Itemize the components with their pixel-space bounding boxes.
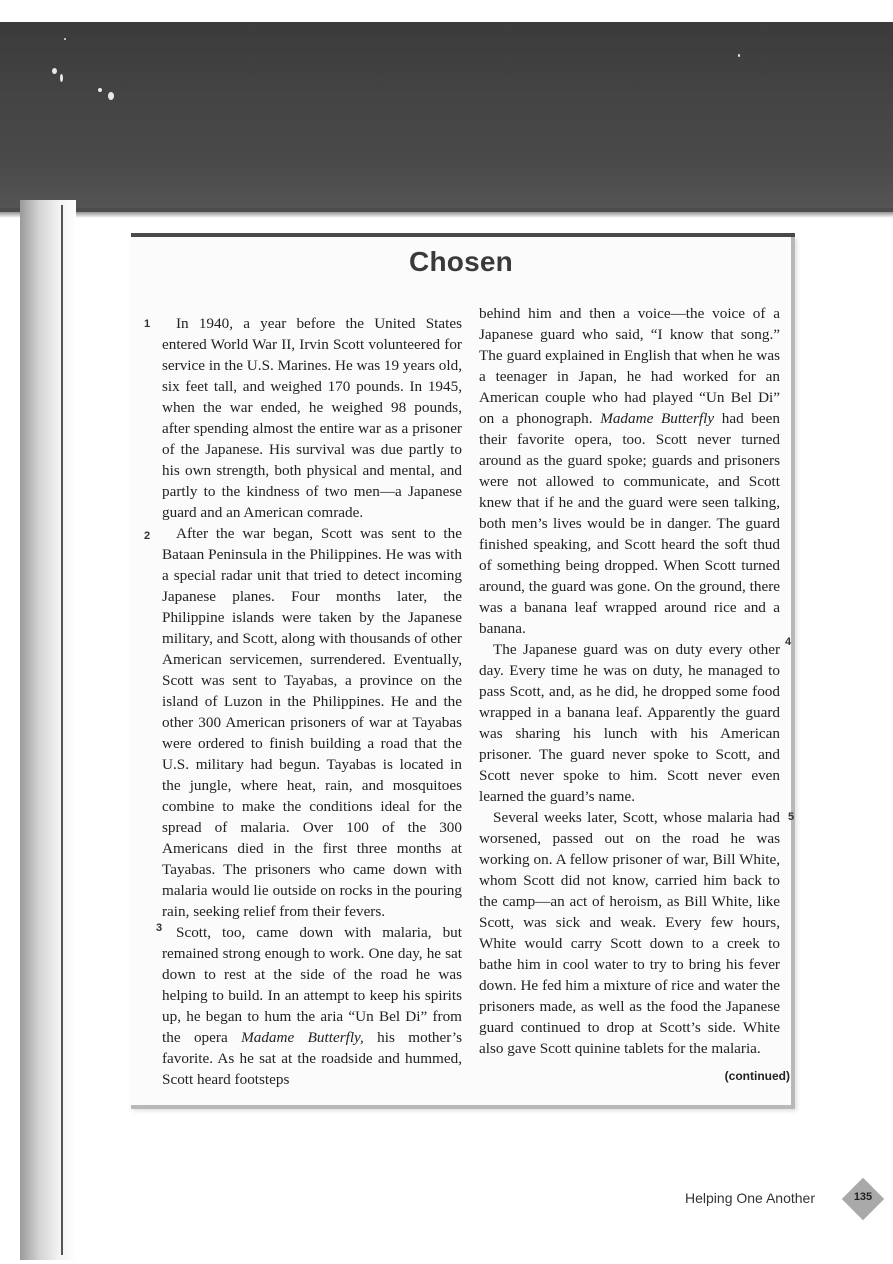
scan-speck — [98, 88, 102, 92]
page-gutter-shadow — [20, 200, 76, 1260]
scan-speck — [52, 68, 57, 74]
paragraph-number: 5 — [788, 811, 795, 823]
scan-speck — [60, 74, 63, 82]
opera-title: Madame Butterfly, — [241, 1029, 364, 1046]
scan-speck — [64, 38, 66, 40]
paragraph-3 — [162, 922, 462, 1090]
paragraph-3-cont-text-end: had been their favorite opera, too. Scott never turned around as the guard spoke; guards and prisoners were not allowed to communicate, and Scott knew that if he and the guard were seen talking, both men’s lives would be in danger. The guard finished speaking, and Scott heard the soft thud of something being dropped. When Scott turned around, the guard was gone. On the ground, there was a banana leaf wrapped around rice and a banana. — [479, 410, 780, 637]
page-number: 135 — [853, 1191, 873, 1203]
opera-title: Madame Butterfly — [600, 410, 715, 427]
scan-speck — [738, 54, 740, 57]
paragraph-2: After the war began, Scott was sent to the Bataan Peninsula in the Philippines. He was with a special radar unit that tried to detect incoming Japanese planes. Four months later, the Philippine islands were taken by the Japanese military, and Scott, along with thousands of other American servicemen, surrendered. Eventually, Scott was sent to Tayabas, a province on the island of Luzon in the Philippines. He and the other 300 American prisoners of war at Tayabas were ordered to finish building a road that the U.S. military had begun. Tayabas is located in the jungle, where heat, rain, and mosquitoes combine to make the conditions ideal for the spread of malaria. Over 100 of the 300 Americans died in the first three months at Tayabas. The prisoners who came down with malaria would lie outside on rocks in the pouring rain, seeking relief from their fevers. — [162, 525, 462, 920]
paragraph-1: In 1940, a year before the United States entered World War II, Irvin Scott volunteered for service in the U.S. Marines. He was 19 years old, six feet tall, and weighed 170 pounds. In 1945, when the war ended, he weighed 98 pounds, after spending almost the entire war as a prisoner of the Japanese. His survival was due partly to his own strength, both physical and mental, and partly to the kindness of two men—a Japanese guard and an American comrade. — [162, 315, 462, 521]
paragraph-3-text-end: his mother’s favorite. As he sat at the roadside and hummed, Scott heard footsteps — [162, 1029, 462, 1088]
paragraph-number: 3 — [156, 922, 163, 934]
article-title: Chosen — [409, 246, 513, 277]
article-left-column — [162, 313, 462, 1090]
paragraph-5: Several weeks later, Scott, whose malaria had worsened, passed out on the road he was working on. A fellow prisoner of war, Bill White, whom Scott did not know, carried him back to the camp—an act of heroism, as Bill White, like Scott, was sick and weak. Every few hours, White would carry Scott down to a creek to bathe him in cool water to try to bring his fever down. He fed him a mixture of rice and water the prisoners made, as well as the food the Japanese guard continued to drop at Scott’s side. White also gave Scott quinine tablets for the malaria. — [479, 809, 780, 1057]
paragraph-number: 1 — [144, 318, 151, 330]
paragraph-number: 2 — [144, 530, 151, 542]
paragraph-3-cont-text: behind him and then a voice—the voice of a Japanese guard who said, “I know that song.” The guard explained in English that when he was a teenager in Japan, he had worked for an American couple who had played “Un Bel Di” on a phonograph. — [479, 305, 780, 427]
paragraph-4: The Japanese guard was on duty every other day. Every time he was on duty, he managed to pass Scott, and, as he did, he dropped some food wrapped in a banana leaf. Apparently the guard was sharing his lunch with his American prisoner. The guard never spoke to Scott, and Scott never spoke to him. Scott never even learned the guard’s name. — [479, 641, 780, 805]
scan-speck — [108, 92, 114, 100]
scan-dark-band — [0, 22, 893, 212]
article-right-column — [479, 303, 780, 1059]
paragraph-3-continued — [479, 303, 780, 639]
paragraph-number: 4 — [785, 636, 792, 648]
paragraph-3-text: Scott, too, came down with malaria, but remained strong enough to work. One day, he sat down to rest at the side of the road he was helping to build. In an attempt to keep his spirits up, he began to hum the aria “Un Bel Di” from the opera — [162, 924, 462, 1046]
continued-label: (continued) — [724, 1069, 790, 1083]
footer-section-title: Helping One Another — [685, 1190, 815, 1206]
page-spine-line — [61, 205, 63, 1255]
